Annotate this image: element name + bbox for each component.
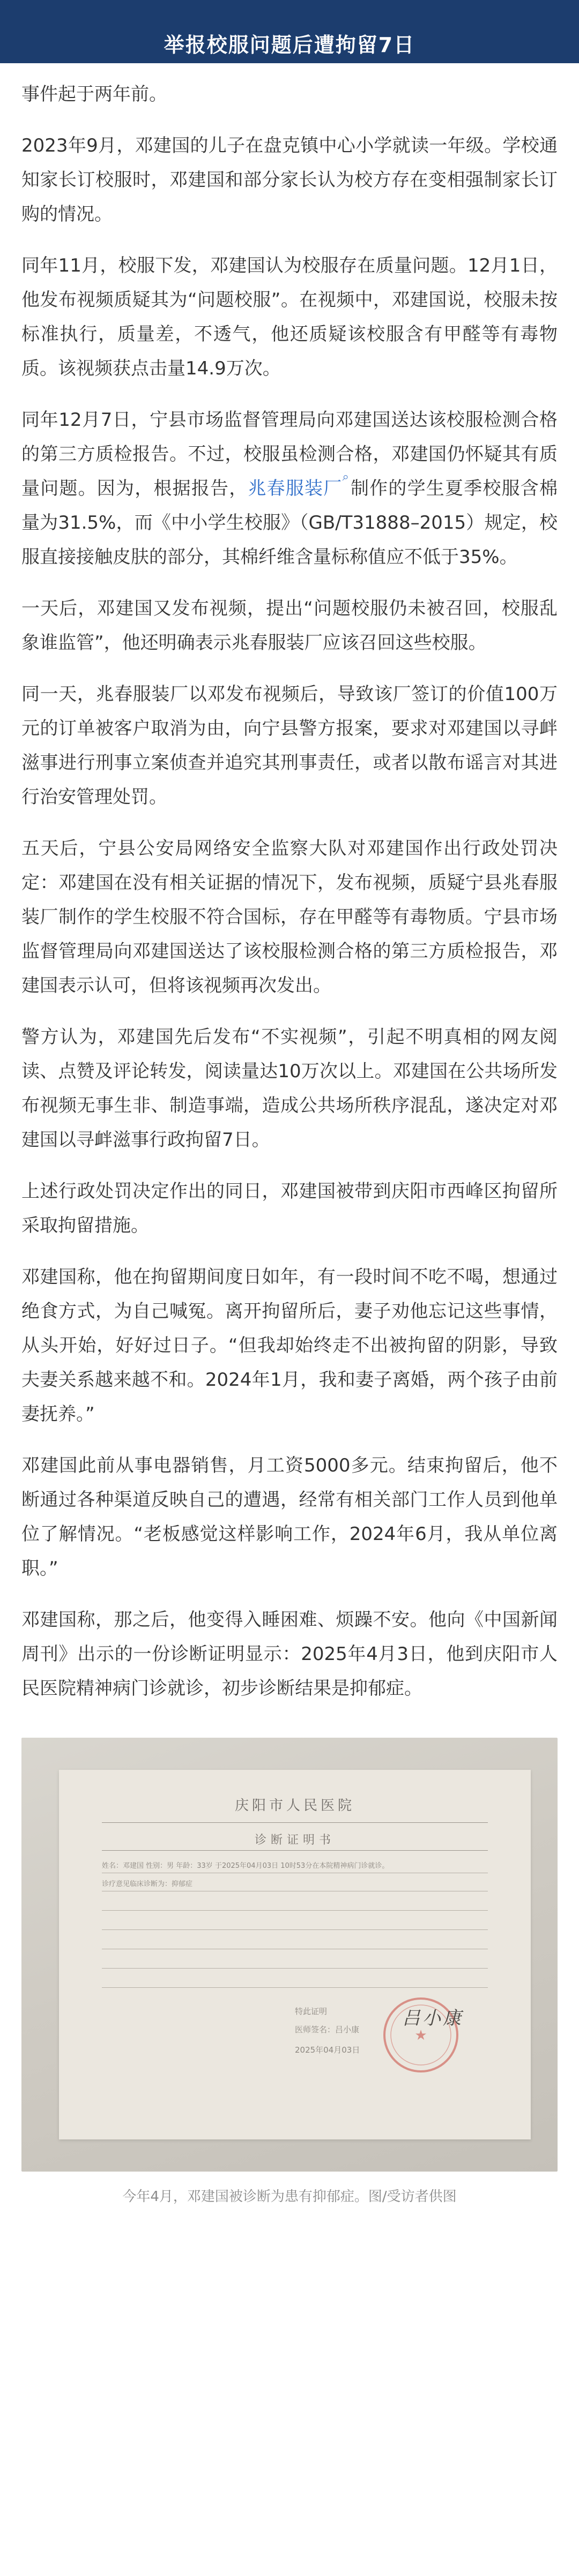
patient-info-row: 姓名：邓建国 性别：男 年龄：33岁 于2025年04月03日 10时53分在本院精神病门诊就诊。 xyxy=(102,1862,389,1870)
ruled-line xyxy=(102,1929,488,1930)
paragraph: 事件起于两年前。 xyxy=(21,84,167,105)
paragraph: 上述行政处罚决定作出的同日，邓建国被带到庆阳市西峰区拘留所采取拘留措施。 xyxy=(21,1181,558,1236)
svg-text:★: ★ xyxy=(414,2027,427,2044)
paragraph-text: 同年12月7日，宁县市场监督管理局向邓建国送达该校服检测合格的第三方质检报告。不过，校服虽检测合格，邓建国仍怀疑其有质量问题。因为，根据报告， xyxy=(21,409,558,499)
paragraph: 邓建国称，那之后，他变得入睡困难、烦躁不安。他向《中国新闻周刊》出示的一份诊断证明显示：2025年4月3日，他到庆阳市人民医院精神病门诊就诊，初步诊断结果是抑郁症。 xyxy=(21,1609,558,1699)
document-title: 诊断证明书 xyxy=(254,1834,335,1847)
ruled-line xyxy=(102,1987,488,1988)
article-body xyxy=(0,77,579,1706)
paragraph: 邓建国此前从事电器销售，月工资5000多元。结束拘留后，他不断通过各种渠道反映自己的遭遇，经常有相关部门工作人员到他单位了解情况。“老板感觉这样影响工作，2024年6月，我从单位离职。” xyxy=(21,1455,558,1579)
page-title: 举报校服问题后遭拘留7日 xyxy=(164,33,415,57)
paragraph: 同一天，兆春服装厂以邓发布视频后，导致该厂签订的价值100万元的订单被客户取消为由，向宁县警方报案，要求对邓建国以寻衅滋事进行刑事立案侦查并追究其刑事责任，或者以散布谣言对其进行治安管理处罚。 xyxy=(21,684,558,808)
paragraph: 邓建国称，他在拘留期间度日如年，有一段时间不吃不喝，想通过绝食方式，为自己喊冤。离开拘留所后，妻子劝他忘记这些事情，从头开始，好好过日子。“但我却始终走不出被拘留的阴影，导致夫妻关系越来越不和。2024年1月，我和妻子离婚，两个孩子由前妻抚养。” xyxy=(21,1266,558,1425)
search-icon[interactable]: ⌕ xyxy=(342,470,349,484)
diagnosis-photo[interactable] xyxy=(21,1738,558,2172)
ruled-line xyxy=(102,1910,488,1911)
paragraph: 同年11月，校服下发，邓建国认为校服存在质量问题。12月1日，他发布视频质疑其为“问题校服”。在视频中，邓建国说，校服未按标准执行，质量差，不透气，他还质疑该校服含有甲醛等有毒物质。该视频获点击量14.9万次。 xyxy=(21,255,558,379)
certify-label: 特此证明 xyxy=(295,2007,328,2016)
doctor-signature-label: 医师签名：吕小康 xyxy=(295,2025,360,2034)
factory-link[interactable]: 兆春服装厂 xyxy=(248,478,343,499)
paragraph xyxy=(21,403,558,574)
hospital-name: 庆阳市人民医院 xyxy=(234,1798,355,1814)
diagnosis-document xyxy=(59,1770,531,2139)
divider xyxy=(102,1822,488,1823)
handwritten-signature: 吕小康 xyxy=(402,2008,463,2029)
paragraph-text: 制作的学生夏季校服含棉量为31.5%，而《中小学生校服》（GB/T31888–2015）规定，校服直接接触皮肤的部分，其棉纤维含量标称值应不低于35%。 xyxy=(21,478,558,568)
paragraph: 一天后，邓建国又发布视频，提出“问题校服仍未被召回，校服乱象谁监管”，他还明确表示兆春服装厂应该召回这些校服。 xyxy=(21,598,558,654)
diagnosis-row: 诊疗意见临床诊断为：抑郁症 xyxy=(102,1880,193,1888)
header xyxy=(0,0,579,63)
divider xyxy=(102,1850,488,1851)
paragraph: 2023年9月，邓建国的儿子在盘克镇中心小学就读一年级。学校通知家长订校服时，邓建国和部分家长认为校方存在变相强制家长订购的情况。 xyxy=(21,135,558,225)
paragraph: 警方认为，邓建国先后发布“不实视频”，引起不明真相的网友阅读、点赞及评论转发，阅读量达10万次以上。邓建国在公共场所发布视频无事生非、制造事端，造成公共场所秩序混乱，遂决定对邓建国以寻衅滋事行政拘留7日。 xyxy=(21,1026,558,1151)
signature-date: 2025年04月03日 xyxy=(295,2045,360,2055)
ruled-line xyxy=(102,1968,488,1969)
paragraph: 五天后，宁县公安局网络安全监察大队对邓建国作出行政处罚决定：邓建国在没有相关证据的情况下，发布视频，质疑宁县兆春服装厂制作的学生校服不符合国标，存在甲醛等有毒物质。宁县市场监督管理局向邓建国送达了该校服检测合格的第三方质检报告，邓建国表示认可，但将该视频再次发出。 xyxy=(21,838,558,996)
image-caption: 今年4月，邓建国被诊断为患有抑郁症。图/受访者供图 xyxy=(122,2189,457,2205)
